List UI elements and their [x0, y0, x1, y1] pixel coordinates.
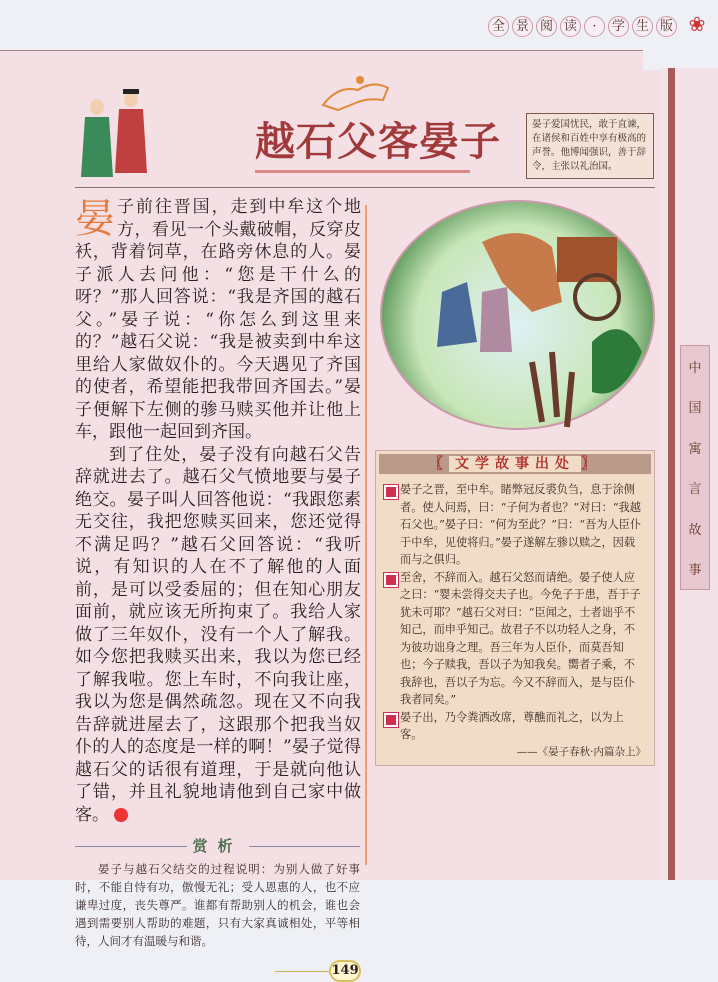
paragraph-text: 到了住处，晏子没有向越石父告辞就进去了。越石父气愤地要与晏子绝交。晏子叫人回答他说：“我跟您素无交往，我把您赎买回来，您还觉得不满足吗？”越石父回答说：“我听说，有知识的人在不了解他的人面前，是可以受委屈的；但在知心朋友面前，就应该无所拘束了。我给人家做了三年奴仆，没有一个人了解我。如今您把我赎买出来，我以为您已经了解我啦。您上车时，不向我让座，我以为您是偶然疏忽。现在又不向我告辞就进屋去了，这跟那个把我当奴仆的人的态度是一样的啊！”晏子觉得越石父的话很有道理，于是就向他认了错，并且礼貌地请他到自己家中做客。 [75, 444, 361, 825]
figures-illustration [75, 85, 155, 180]
section-tab [680, 345, 710, 590]
banner-char: 学 [608, 16, 629, 37]
banner-char: 景 [512, 16, 533, 37]
appreciation-text: 晏子与越石父结交的过程说明：为别人做了好事时，不能自恃有功，傲慢无礼；受人恩惠的人，也不应谦卑过度，丧失尊严。谁都有帮助别人的机会，谁也会遇到需要别人帮助的难题，只有大家真诚相处，平等相待，人间才有温暖与和谐。 [75, 862, 360, 948]
tab-char: 故 [688, 522, 702, 538]
page-title: 越石父客晏子 [255, 118, 501, 165]
banner-char: 全 [488, 16, 509, 37]
story-paragraph [75, 444, 361, 827]
header-divider [75, 187, 655, 188]
story-text [75, 196, 361, 826]
dragon-icon: ❀ [688, 12, 706, 36]
banner-char: 阅 [536, 16, 557, 37]
drop-cap: 晏 [75, 196, 115, 242]
horse-rider-icon [318, 70, 398, 115]
source-item: 晏子之晋，至中牟。睹弊冠反裘负刍，息于涂侧者。使人问焉，曰：“子何为者也？”对曰：“我越石父也。”晏子曰：“何为至此？”曰：“吾为人臣仆于中牟，见使将归。”晏子遂解左骖以赎之，因载而与之俱归。 [384, 481, 646, 569]
series-banner [488, 14, 714, 38]
source-heading-text: 文学故事出处 [449, 456, 581, 472]
title-underline [255, 170, 470, 173]
tab-char: 寓 [688, 441, 702, 457]
tab-char: 国 [688, 401, 702, 417]
source-text-box [375, 450, 655, 766]
banner-char: 生 [632, 16, 653, 37]
tab-char: 事 [688, 563, 702, 579]
margin-rule [668, 68, 675, 880]
page-number-row [75, 960, 361, 982]
source-heading: 〖 文学故事出处 〗 [379, 454, 651, 474]
source-citation: ——《晏子春秋·内篇杂上》 [516, 745, 646, 758]
left-column [75, 196, 361, 982]
column-rule [365, 205, 367, 865]
banner-char: 读 [560, 16, 581, 37]
banner-char: 版 [656, 16, 677, 37]
paragraph-text: 子前往晋国，走到中牟这个地方，看见一个头戴破帽，反穿皮袄，背着饲草，在路旁休息的人。晏子派人去问他：“您是干什么的呀？”那人回答说：“我是齐国的越石父。”晏子说：“你怎么到这里来的？”越石父说：“我是被卖到中牟这里给人家做奴仆的。今天遇见了齐国的使者，希望能把我带回齐国去。”晏子便解下左侧的骖马赎买他并让他上车，跟他一起回到齐国。 [75, 197, 361, 442]
heading-rule [249, 846, 361, 847]
info-box: 晏子爱国忧民，敢于直谏，在诸侯和百姓中享有极高的声誉。他博闻强识，善于辞令，主张以礼治国。 [526, 113, 654, 179]
tab-char: 中 [688, 360, 702, 376]
tab-char: 言 [688, 482, 702, 498]
page-number: 149 [329, 960, 361, 982]
heading-rule [75, 846, 187, 847]
source-item: 至舍，不辞而入。越石父怒而请绝。晏子使人应之曰：“婴未尝得交夫子也。今免子于患，吾于子犹未可耶？”越石父对曰：“臣闻之，士者诎乎不知己，而申乎知己。故君子不以功轻人之身，不为彼功诎身之理。吾三年为人臣仆，而莫吾知也；今子赎我，吾以子为知我矣。嚮者子乘，不我辞也，吾以子为忘。今又不辞而入，是与臣仆我者同矣。” [384, 569, 646, 709]
story-illustration [380, 200, 655, 430]
source-item: 晏子出，乃令粪洒改席，尊醮而礼之，以为上客。 [384, 709, 646, 744]
appreciation-heading-text: 赏析 [192, 837, 243, 855]
end-mark-icon [114, 808, 128, 822]
story-paragraph [75, 196, 361, 444]
appreciation-heading [75, 836, 360, 856]
banner-char: · [584, 16, 605, 37]
page-number-rule [275, 971, 329, 972]
